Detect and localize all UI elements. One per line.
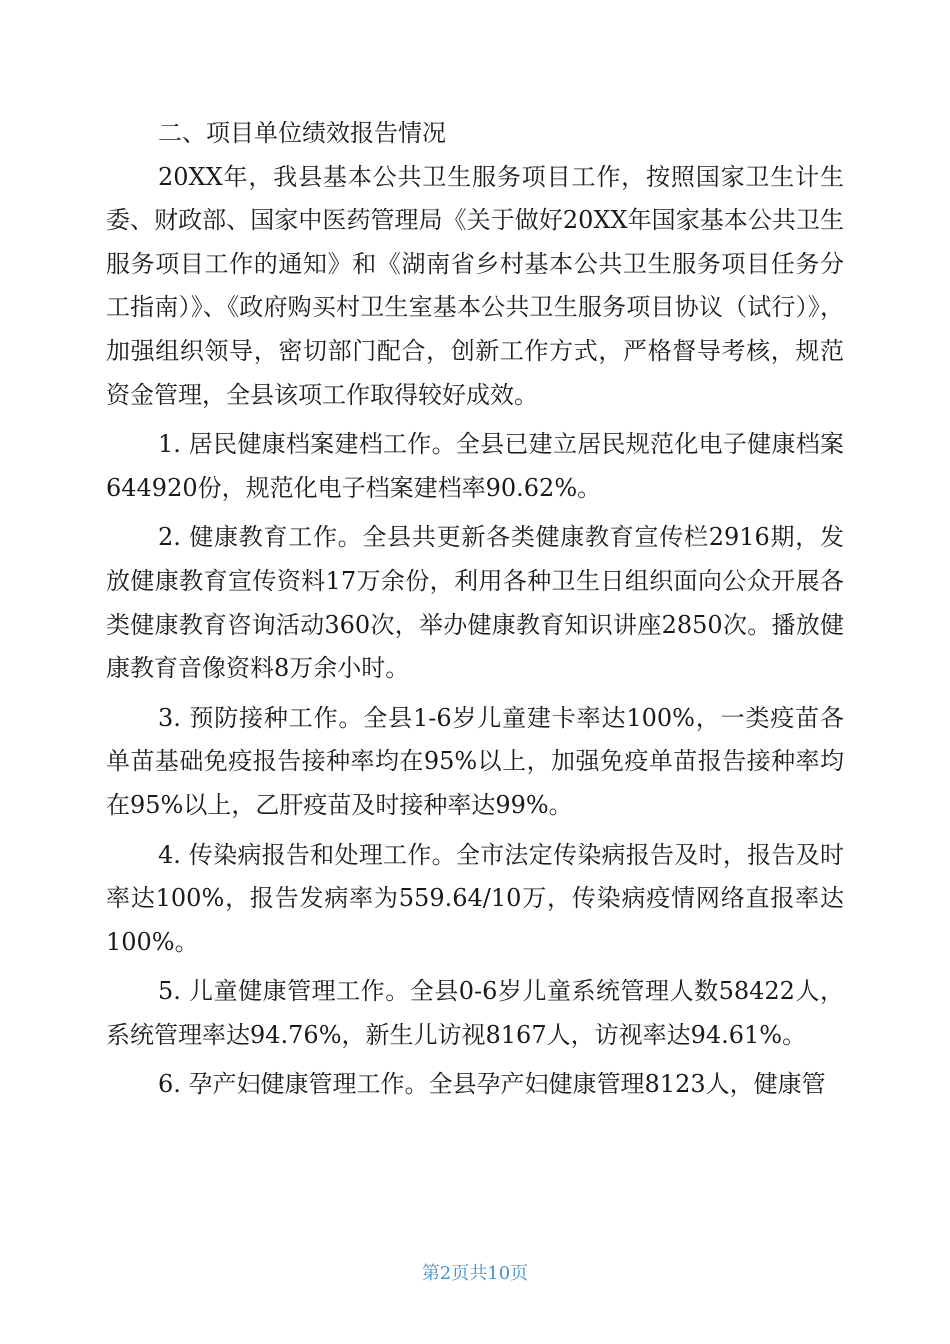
item-infectious-disease: 4. 传染病报告和处理工作。全市法定传染病报告及时，报告及时率达100%，报告发病率为559.64/10万，传染病疫情网络直报率达100%。 [106, 840, 844, 956]
item-vaccination: 3. 预防接种工作。全县1-6岁儿童建卡率达100%，一类疫苗各单苗基础免疫报告接种率均在95%以上，加强免疫单苗报告接种率均在95%以上，乙肝疫苗及时接种率达99%。 [106, 703, 844, 819]
page-number-footer: 第2页共10页 [421, 1263, 529, 1284]
document-body [106, 112, 844, 1113]
item-child-health: 5. 儿童健康管理工作。全县0-6岁儿童系统管理人数58422人，系统管理率达94.76%，新生儿访视8167人，访视率达94.61%。 [106, 977, 844, 1049]
section-heading: 二、项目单位绩效报告情况 [158, 119, 446, 147]
item-maternal-health: 6. 孕产妇健康管理工作。全县孕产妇健康管理8123人，健康管 [158, 1070, 826, 1099]
item-health-education: 2. 健康教育工作。全县共更新各类健康教育宣传栏2916期，发放健康教育宣传资料17万余份，利用各种卫生日组织面向公众开展各类健康教育咨询活动360次，举办健康教育知识讲座2850次。播放健康教育音像资料8万余小时。 [106, 523, 844, 683]
intro-paragraph: 20XX年，我县基本公共卫生服务项目工作，按照国家卫生计生委、财政部、国家中医药管理局《关于做好20XX年国家基本公共卫生服务项目工作的通知》和《湖南省乡村基本公共卫生服务项目任务分工指南）》、《政府购买村卫生室基本公共卫生服务项目协议（试行）》，加强组织领导，密切部门配合，创新工作方式，严格督导考核，规范资金管理，全县该项工作取得较好成效。 [106, 162, 844, 409]
item-health-records: 1. 居民健康档案建档工作。全县已建立居民规范化电子健康档案644920份，规范化电子档案建档率90.62%。 [106, 430, 844, 502]
